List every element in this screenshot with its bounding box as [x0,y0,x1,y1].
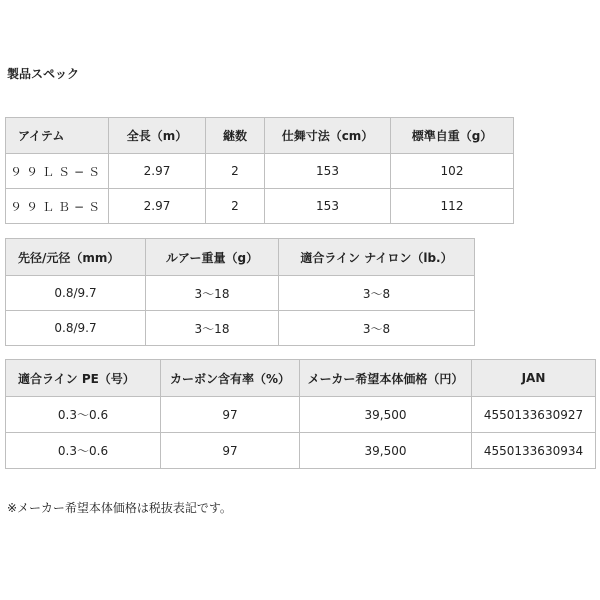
cell-pe-line: 0.3〜0.6 [6,433,161,469]
spec-table-line [5,238,475,346]
cell-tip-butt: 0.8/9.7 [6,311,146,346]
header-lure-weight: ルアー重量（g） [146,239,279,276]
cell-nylon-line: 3〜8 [279,276,475,311]
cell-jan: 4550133630927 [472,397,596,433]
cell-nylon-line: 3〜8 [279,311,475,346]
cell-closed-length: 153 [265,154,391,189]
cell-item: ９９ＬＢ−Ｓ [6,189,109,224]
spec-table-basic [5,117,514,224]
table-row [6,397,596,433]
header-price: メーカー希望本体価格（円） [300,360,472,397]
price-note: ※メーカー希望本体価格は税抜表記です。 [7,501,232,515]
table-row [6,154,514,189]
page-title: 製品スペック [7,67,80,81]
cell-lure-weight: 3〜18 [146,276,279,311]
header-carbon: カーボン含有率（%） [161,360,300,397]
table-row [6,311,475,346]
cell-pieces: 2 [206,189,265,224]
header-pe-line: 適合ライン PE（号） [6,360,161,397]
table-header-row [6,239,475,276]
spec-table-price [5,359,596,469]
table-row [6,433,596,469]
cell-closed-length: 153 [265,189,391,224]
cell-lure-weight: 3〜18 [146,311,279,346]
header-tip-butt: 先径/元径（mm） [6,239,146,276]
cell-weight: 112 [391,189,514,224]
cell-item: ９９ＬＳ−Ｓ [6,154,109,189]
table-header-row [6,118,514,154]
header-weight: 標準自重（g） [391,118,514,154]
cell-carbon: 97 [161,433,300,469]
cell-price: 39,500 [300,397,472,433]
cell-pe-line: 0.3〜0.6 [6,397,161,433]
header-item: アイテム [6,118,109,154]
cell-price: 39,500 [300,433,472,469]
cell-length: 2.97 [109,154,206,189]
table-row [6,189,514,224]
cell-pieces: 2 [206,154,265,189]
cell-weight: 102 [391,154,514,189]
table-row [6,276,475,311]
header-jan: JAN [472,360,596,397]
header-nylon-line: 適合ライン ナイロン（lb.） [279,239,475,276]
header-pieces: 継数 [206,118,265,154]
table-header-row [6,360,596,397]
cell-tip-butt: 0.8/9.7 [6,276,146,311]
cell-carbon: 97 [161,397,300,433]
header-closed-length: 仕舞寸法（cm） [265,118,391,154]
header-length: 全長（m） [109,118,206,154]
cell-length: 2.97 [109,189,206,224]
cell-jan: 4550133630934 [472,433,596,469]
